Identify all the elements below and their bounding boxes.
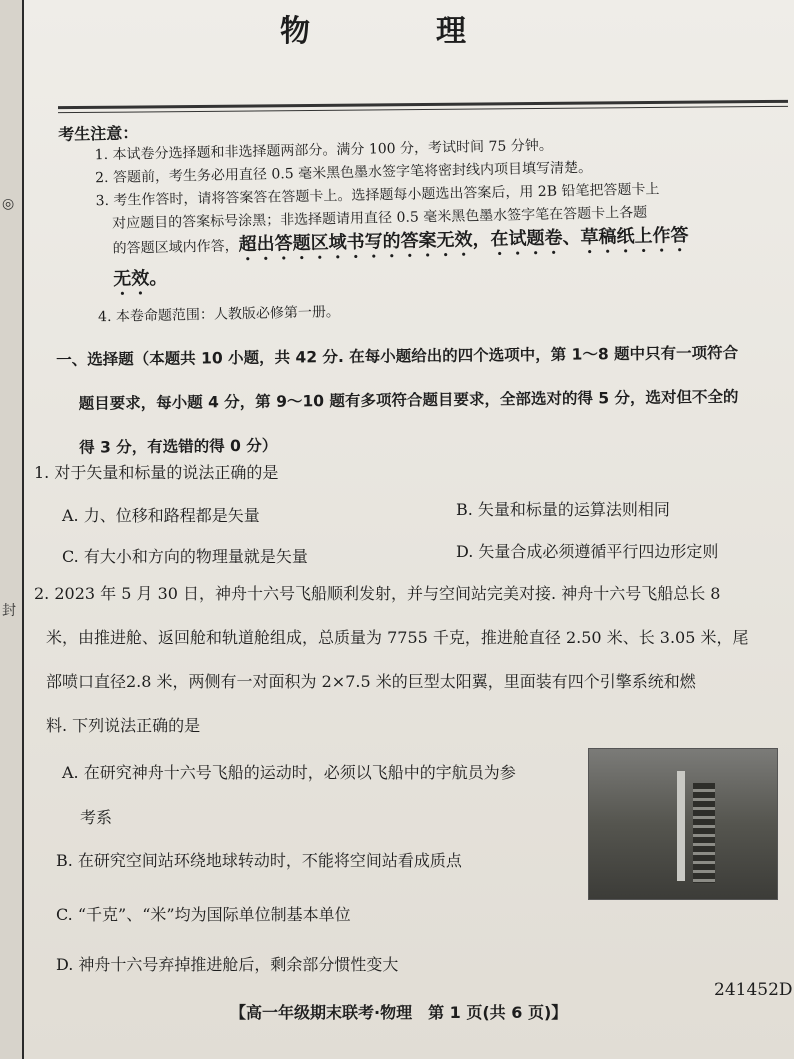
q2-option-a: A. 在研究神舟十六号飞船的运动时，必须以飞船中的宇航员为参 — [62, 763, 516, 782]
notice-item-1: 1. 本试卷分选择题和非选择题两部分。满分 100 分，考试时间 75 分钟。 — [94, 137, 553, 164]
q2-option-a-cont: 考系 — [80, 808, 113, 827]
section-heading — [56, 330, 777, 470]
notice-block — [58, 107, 782, 330]
section-line-3: 得 3 分，有选错的得 0 分） — [79, 436, 278, 457]
q2-stem — [34, 572, 779, 748]
q2-line-1: 2. 2023 年 5 月 30 日，神舟十六号飞船顺利发射，并与空间站完美对接. 神舟十六号飞船总长 8 — [34, 584, 721, 603]
q1-option-a: A. 力、位移和路程都是矢量 — [62, 506, 260, 525]
q2-line-3: 部喷口直径2.8 米，两侧有一对面积为 2×7.5 米的巨型太阳翼，里面装有四个引擎系统和燃 — [46, 672, 696, 691]
q1-stem: 1. 对于矢量和标量的说法正确的是 — [34, 463, 279, 482]
rocket-photo — [588, 748, 778, 900]
q2-line-4: 料. 下列说法正确的是 — [46, 716, 201, 735]
q1-option-c: C. 有大小和方向的物理量就是矢量 — [62, 547, 308, 566]
q2-option-c: C. “千克”、“米”均为国际单位制基本单位 — [56, 905, 351, 924]
notice-item-2: 2. 答题前，考生务必用直径 0.5 毫米黑色墨水签字笔将密封线内项目填写清楚。 — [95, 159, 593, 187]
binding-mark: ◎ — [2, 196, 15, 212]
paper-code: 241452D — [714, 980, 793, 1000]
notice-warning: 超出答题区域书写的答案无效，在试题卷、草稿纸上作答 — [238, 224, 689, 256]
q1-option-b: B. 矢量和标量的运算法则相同 — [456, 500, 670, 519]
binding-mark: 封 — [2, 603, 16, 619]
notice-item-3 — [95, 176, 781, 300]
q2-option-b: B. 在研究空间站环绕地球转动时，不能将空间站看成质点 — [56, 851, 462, 870]
notice-item-3-line1: 3. 考生作答时，请将答案答在答题卡上。选择题每小题选出答案后，用 2B 铅笔把答题卡上 — [95, 181, 660, 210]
section-line-2: 题目要求，每小题 4 分，第 9～10 题有多项符合题目要求，全部选对的得 5 分，选对但不全的 — [78, 387, 739, 413]
page-title: 物 理 — [280, 14, 514, 49]
section-line-1: 一、选择题（本题共 10 小题，共 42 分. 在每小题给出的四个选项中，第 1～8 题中只有一项符合 — [56, 343, 739, 369]
notice-warning-end: 无效。 — [113, 267, 168, 290]
q2-option-d: D. 神舟十六号弃掉推进舱后，剩余部分惯性变大 — [56, 955, 399, 974]
notice-heading: 考生注意： — [58, 123, 139, 144]
binding-line — [22, 0, 24, 1059]
q1-option-d: D. 矢量合成必须遵循平行四边形定则 — [456, 542, 719, 561]
rocket-shape — [677, 771, 685, 881]
binding-strip — [0, 0, 22, 1059]
launch-tower-shape — [693, 783, 715, 883]
notice-item-4: 4. 本卷命题范围：人教版必修第一册。 — [97, 304, 341, 326]
page-footer: 【高一年级期末联考·物理 第 1 页(共 6 页)】 — [230, 1003, 568, 1022]
q2-line-2: 米，由推进舱、返回舱和轨道舱组成，总质量为 7755 千克，推进舱直径 2.50 米、长 3.05 米，尾 — [46, 628, 749, 647]
notice-item-3-line2: 对应题目的答案标号涂黑；非选择题请用直径 0.5 毫米黑色墨水签字笔在答题卡上各题 — [111, 204, 648, 232]
notice-item-3-text: 的答题区域内作答， — [112, 238, 239, 257]
